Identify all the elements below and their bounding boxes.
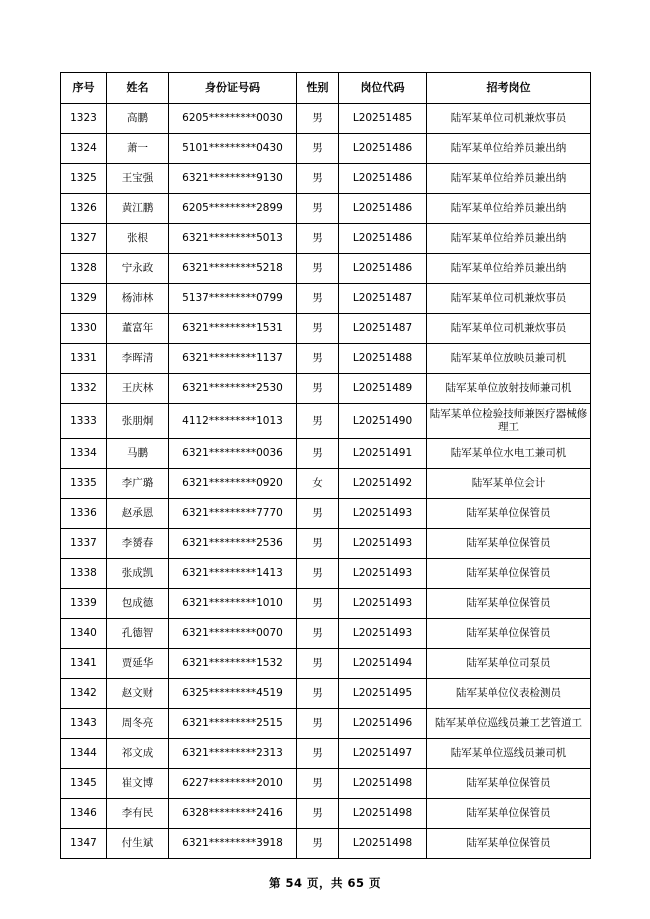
cell-post: 陆军某单位巡线员兼司机 <box>427 739 591 769</box>
cell-post-code: L20251486 <box>339 194 427 224</box>
column-header-post-code: 岗位代码 <box>339 73 427 104</box>
cell-seq: 1341 <box>61 649 107 679</box>
cell-post: 陆军某单位仪表检测员 <box>427 679 591 709</box>
column-header-name: 姓名 <box>107 73 169 104</box>
cell-post-code: L20251486 <box>339 254 427 284</box>
cell-post: 陆军某单位放射技师兼司机 <box>427 374 591 404</box>
cell-seq: 1331 <box>61 344 107 374</box>
cell-id-number: 6205*********0030 <box>169 104 297 134</box>
column-header-id: 身份证号码 <box>169 73 297 104</box>
cell-seq: 1346 <box>61 799 107 829</box>
cell-name: 张根 <box>107 224 169 254</box>
cell-gender: 男 <box>297 769 339 799</box>
cell-post-code: L20251486 <box>339 164 427 194</box>
cell-id-number: 6321*********1137 <box>169 344 297 374</box>
cell-id-number: 6321*********2515 <box>169 709 297 739</box>
cell-post-code: L20251491 <box>339 439 427 469</box>
cell-post: 陆军某单位司机兼炊事员 <box>427 284 591 314</box>
cell-seq: 1328 <box>61 254 107 284</box>
applicant-roster-table <box>60 72 591 859</box>
cell-post-code: L20251492 <box>339 469 427 499</box>
cell-gender: 男 <box>297 829 339 859</box>
cell-id-number: 6321*********2536 <box>169 529 297 559</box>
cell-name: 李赟春 <box>107 529 169 559</box>
cell-id-number: 6205*********2899 <box>169 194 297 224</box>
cell-seq: 1344 <box>61 739 107 769</box>
cell-name: 萧一 <box>107 134 169 164</box>
cell-post: 陆军某单位司机兼炊事员 <box>427 314 591 344</box>
table-row <box>61 134 591 164</box>
cell-name: 包成德 <box>107 589 169 619</box>
cell-post: 陆军某单位保管员 <box>427 499 591 529</box>
cell-gender: 男 <box>297 314 339 344</box>
cell-id-number: 6321*********0920 <box>169 469 297 499</box>
cell-post-code: L20251485 <box>339 104 427 134</box>
column-header-gender: 性别 <box>297 73 339 104</box>
cell-gender: 男 <box>297 649 339 679</box>
cell-post-code: L20251486 <box>339 224 427 254</box>
table-row <box>61 679 591 709</box>
cell-gender: 男 <box>297 344 339 374</box>
cell-name: 马鹏 <box>107 439 169 469</box>
table-row <box>61 769 591 799</box>
cell-seq: 1340 <box>61 619 107 649</box>
cell-id-number: 6321*********0036 <box>169 439 297 469</box>
cell-seq: 1326 <box>61 194 107 224</box>
table-row <box>61 469 591 499</box>
cell-post: 陆军某单位给养员兼出纳 <box>427 254 591 284</box>
table-row <box>61 104 591 134</box>
cell-name: 杨沛林 <box>107 284 169 314</box>
cell-post-code: L20251498 <box>339 769 427 799</box>
cell-id-number: 6321*********5218 <box>169 254 297 284</box>
cell-post-code: L20251493 <box>339 589 427 619</box>
cell-name: 宁永政 <box>107 254 169 284</box>
cell-seq: 1327 <box>61 224 107 254</box>
cell-gender: 男 <box>297 439 339 469</box>
cell-post: 陆军某单位给养员兼出纳 <box>427 224 591 254</box>
cell-post: 陆军某单位保管员 <box>427 829 591 859</box>
cell-gender: 男 <box>297 799 339 829</box>
cell-post-code: L20251498 <box>339 829 427 859</box>
cell-id-number: 6321*********1531 <box>169 314 297 344</box>
cell-name: 祁文成 <box>107 739 169 769</box>
cell-seq: 1338 <box>61 559 107 589</box>
cell-id-number: 6227*********2010 <box>169 769 297 799</box>
cell-id-number: 5101*********0430 <box>169 134 297 164</box>
cell-seq: 1334 <box>61 439 107 469</box>
cell-name: 孔德智 <box>107 619 169 649</box>
cell-post: 陆军某单位司泵员 <box>427 649 591 679</box>
cell-name: 王宝强 <box>107 164 169 194</box>
cell-post-code: L20251490 <box>339 404 427 439</box>
cell-gender: 男 <box>297 739 339 769</box>
table-row <box>61 529 591 559</box>
cell-name: 李晖清 <box>107 344 169 374</box>
cell-seq: 1330 <box>61 314 107 344</box>
table-row <box>61 799 591 829</box>
cell-id-number: 6321*********7770 <box>169 499 297 529</box>
cell-post: 陆军某单位水电工兼司机 <box>427 439 591 469</box>
cell-seq: 1345 <box>61 769 107 799</box>
cell-post: 陆军某单位巡线员兼工艺管道工 <box>427 709 591 739</box>
cell-post-code: L20251496 <box>339 709 427 739</box>
cell-post-code: L20251487 <box>339 284 427 314</box>
table-row <box>61 224 591 254</box>
table-row <box>61 439 591 469</box>
cell-name: 高鹏 <box>107 104 169 134</box>
cell-id-number: 6321*********3918 <box>169 829 297 859</box>
cell-name: 贾延华 <box>107 649 169 679</box>
cell-id-number: 6321*********1413 <box>169 559 297 589</box>
cell-seq: 1332 <box>61 374 107 404</box>
table-row <box>61 589 591 619</box>
cell-name: 李广璐 <box>107 469 169 499</box>
cell-post: 陆军某单位放映员兼司机 <box>427 344 591 374</box>
cell-post-code: L20251493 <box>339 559 427 589</box>
cell-name: 黄江鹏 <box>107 194 169 224</box>
cell-seq: 1347 <box>61 829 107 859</box>
cell-name: 周冬亮 <box>107 709 169 739</box>
cell-name: 崔文博 <box>107 769 169 799</box>
table-row <box>61 164 591 194</box>
cell-post: 陆军某单位检验技师兼医疗器械修理工 <box>427 404 591 439</box>
cell-id-number: 6321*********1532 <box>169 649 297 679</box>
cell-post-code: L20251494 <box>339 649 427 679</box>
table-row <box>61 559 591 589</box>
cell-id-number: 4112*********1013 <box>169 404 297 439</box>
table-body <box>61 104 591 859</box>
cell-gender: 男 <box>297 559 339 589</box>
cell-id-number: 6321*********5013 <box>169 224 297 254</box>
table-row <box>61 829 591 859</box>
cell-seq: 1335 <box>61 469 107 499</box>
cell-gender: 男 <box>297 104 339 134</box>
cell-post: 陆军某单位保管员 <box>427 769 591 799</box>
cell-post-code: L20251493 <box>339 499 427 529</box>
cell-gender: 男 <box>297 224 339 254</box>
cell-name: 张朋炯 <box>107 404 169 439</box>
cell-seq: 1342 <box>61 679 107 709</box>
cell-post-code: L20251486 <box>339 134 427 164</box>
cell-id-number: 6325*********4519 <box>169 679 297 709</box>
cell-name: 赵文财 <box>107 679 169 709</box>
cell-seq: 1323 <box>61 104 107 134</box>
cell-id-number: 6321*********1010 <box>169 589 297 619</box>
table-row <box>61 254 591 284</box>
cell-gender: 男 <box>297 134 339 164</box>
cell-post-code: L20251487 <box>339 314 427 344</box>
cell-gender: 男 <box>297 529 339 559</box>
cell-name: 付生斌 <box>107 829 169 859</box>
table-row <box>61 709 591 739</box>
table-row <box>61 739 591 769</box>
cell-gender: 男 <box>297 284 339 314</box>
cell-seq: 1337 <box>61 529 107 559</box>
cell-gender: 男 <box>297 619 339 649</box>
cell-seq: 1324 <box>61 134 107 164</box>
cell-post: 陆军某单位保管员 <box>427 559 591 589</box>
cell-id-number: 5137*********0799 <box>169 284 297 314</box>
cell-post-code: L20251497 <box>339 739 427 769</box>
cell-post: 陆军某单位给养员兼出纳 <box>427 194 591 224</box>
cell-gender: 男 <box>297 499 339 529</box>
cell-post: 陆军某单位会计 <box>427 469 591 499</box>
cell-post: 陆军某单位保管员 <box>427 589 591 619</box>
cell-id-number: 6321*********9130 <box>169 164 297 194</box>
cell-post-code: L20251495 <box>339 679 427 709</box>
cell-seq: 1343 <box>61 709 107 739</box>
cell-post-code: L20251489 <box>339 374 427 404</box>
cell-id-number: 6321*********2313 <box>169 739 297 769</box>
table-row <box>61 284 591 314</box>
table-row <box>61 499 591 529</box>
cell-post: 陆军某单位保管员 <box>427 529 591 559</box>
cell-seq: 1339 <box>61 589 107 619</box>
cell-post-code: L20251498 <box>339 799 427 829</box>
cell-post: 陆军某单位保管员 <box>427 619 591 649</box>
table-header <box>61 73 591 104</box>
cell-name: 李有民 <box>107 799 169 829</box>
cell-id-number: 6321*********2530 <box>169 374 297 404</box>
cell-post: 陆军某单位司机兼炊事员 <box>427 104 591 134</box>
cell-name: 张成凯 <box>107 559 169 589</box>
cell-gender: 男 <box>297 709 339 739</box>
cell-name: 赵承恩 <box>107 499 169 529</box>
cell-name: 董富年 <box>107 314 169 344</box>
cell-gender: 男 <box>297 374 339 404</box>
cell-post-code: L20251488 <box>339 344 427 374</box>
cell-gender: 男 <box>297 404 339 439</box>
cell-seq: 1325 <box>61 164 107 194</box>
cell-gender: 男 <box>297 589 339 619</box>
cell-gender: 女 <box>297 469 339 499</box>
cell-seq: 1329 <box>61 284 107 314</box>
table-row <box>61 404 591 439</box>
cell-gender: 男 <box>297 254 339 284</box>
table-header-row <box>61 73 591 104</box>
cell-name: 王庆林 <box>107 374 169 404</box>
table-row <box>61 314 591 344</box>
table-row <box>61 649 591 679</box>
page-footer: 第 54 页，共 65 页 <box>268 876 382 890</box>
table-row <box>61 619 591 649</box>
table-row <box>61 374 591 404</box>
cell-post-code: L20251493 <box>339 619 427 649</box>
cell-id-number: 6321*********0070 <box>169 619 297 649</box>
column-header-post: 招考岗位 <box>427 73 591 104</box>
cell-gender: 男 <box>297 679 339 709</box>
cell-id-number: 6328*********2416 <box>169 799 297 829</box>
cell-post: 陆军某单位保管员 <box>427 799 591 829</box>
cell-post-code: L20251493 <box>339 529 427 559</box>
cell-gender: 男 <box>297 164 339 194</box>
table-row <box>61 344 591 374</box>
cell-seq: 1336 <box>61 499 107 529</box>
cell-gender: 男 <box>297 194 339 224</box>
cell-seq: 1333 <box>61 404 107 439</box>
cell-post: 陆军某单位给养员兼出纳 <box>427 164 591 194</box>
table-row <box>61 194 591 224</box>
cell-post: 陆军某单位给养员兼出纳 <box>427 134 591 164</box>
column-header-seq: 序号 <box>61 73 107 104</box>
